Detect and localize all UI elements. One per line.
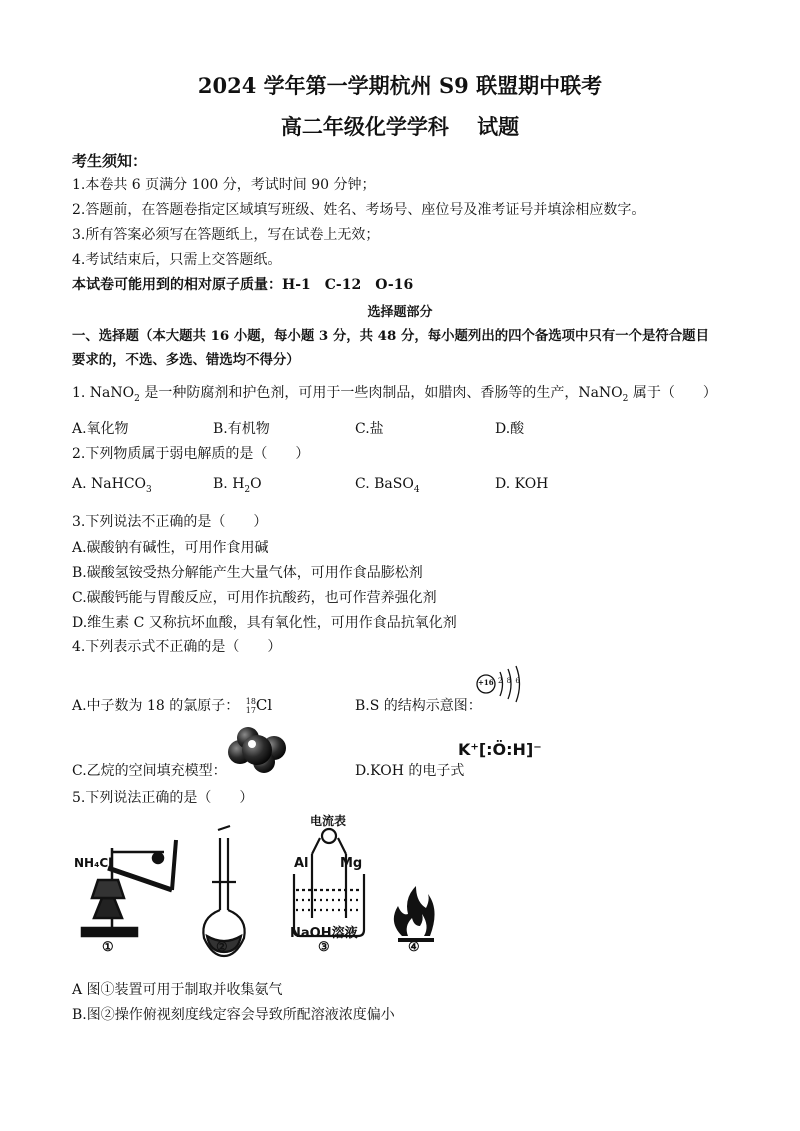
apparatus-figure [72,814,442,968]
question-5-option-a: A 图①装置可用于制取并收集氨气 [72,982,283,998]
koh-electron-formula: K⁺[:Ö:H]⁻ [458,740,542,759]
label-naoh: NaOH溶液 [290,926,358,941]
question-2-option-a: A. NaHCO$_3$ [72,476,152,495]
section-instruction-2: 要求的，不选、多选、错选均不得分） [72,352,300,368]
question-2-option-d: D. KOH [495,476,549,492]
exam-subtitle: 高二年级化学学科 试题 [280,114,520,139]
exam-title: 2024 学年第一学期杭州 S9 联盟期中联考 [197,73,603,98]
question-5-stem: 5.下列说法正确的是（ ） [72,790,254,806]
ethane-space-filling-model [226,726,288,774]
question-4-option-a: A.中子数为 18 的氯原子： 18 17 Cl [72,696,273,715]
label-figure-4: ④ [408,940,420,955]
label-figure-1: ① [102,940,114,955]
question-1-option-d: D.酸 [495,421,525,437]
label-nh4cl: NH₄Cl [74,856,113,870]
question-2-stem: 2.下列物质属于弱电解质的是（ ） [72,446,310,462]
question-4-option-c: C.乙烷的空间填充模型： [72,763,227,779]
apparatus-4 [394,886,435,942]
question-3-option-b: B.碳酸氢铵受热分解能产生大量气体，可用作食品膨松剂 [72,565,423,581]
question-3-option-d: D.维生素 C 又称抗坏血酸，具有氧化性，可用作食品抗氧化剂 [72,615,457,631]
section-title: 选择题部分 [367,305,433,320]
question-1-option-c: C.盐 [355,421,384,437]
question-1-stem: 1. NaNO$_2$ 是一种防腐剂和护色剂，可用于一些肉制品，如腊肉、香肠等的生产，NaNO$_2$ 属于（ ） [72,385,717,404]
question-3-option-c: C.碳酸钙能与胃酸反应，可用作抗酸药，也可作营养强化剂 [72,590,437,606]
nucleus-charge: +16 [478,678,494,687]
question-3-stem: 3.下列说法不正确的是（ ） [72,514,268,530]
label-figure-3: ③ [318,940,330,955]
atomic-mass-line: 本试卷可能用到的相对原子质量：H-1 C-12 O-16 [72,277,414,293]
question-2-option-b: B. $H_2O$ [213,476,262,495]
question-4-option-b: B.S 的结构示意图： [355,698,482,714]
notice-item-4: 4.考试结束后，只需上交答题纸。 [72,252,282,268]
label-ammeter: 电流表 [310,814,347,828]
label-figure-2: ② [216,940,228,955]
apparatus-1 [82,840,176,936]
notice-item-1: 1.本卷共 6 页满分 100 分，考试时间 90 分钟； [72,177,376,193]
notice-item-3: 3.所有答案必须写在答题纸上，写在试卷上无效； [72,227,380,243]
apparatus-2 [203,826,244,956]
question-4-option-d: D.KOH 的电子式 [355,763,465,779]
label-mg: Mg [340,856,363,871]
question-2-option-c: C. BaSO$_4$ [355,476,420,495]
notice-item-2: 2.答题前，在答题卷指定区域填写班级、姓名、考场号、座位号及准考证号并填涂相应数字。 [72,202,646,218]
question-1-option-a: A.氧化物 [72,421,129,437]
electron-shells: 2 8 6 [498,677,521,685]
question-1-option-b: B.有机物 [213,421,270,437]
isotope-numbers: 18 17 [245,697,256,715]
apparatus-3 [294,829,364,936]
section-instruction-1: 一、选择题（本大题共 16 小题，每小题 3 分，共 48 分，每小题列出的四个备选项中只有一个是符合题目 [72,328,709,344]
label-al: Al [294,856,309,871]
sulfur-structure-diagram [472,664,532,706]
question-3-option-a: A.碳酸钠有碱性，可用作食用碱 [72,540,269,556]
notice-heading: 考生须知： [72,152,148,170]
question-5-option-b: B.图②操作俯视刻度线定容会导致所配溶液浓度偏小 [72,1007,395,1023]
question-4-stem: 4.下列表示式不正确的是（ ） [72,639,282,655]
